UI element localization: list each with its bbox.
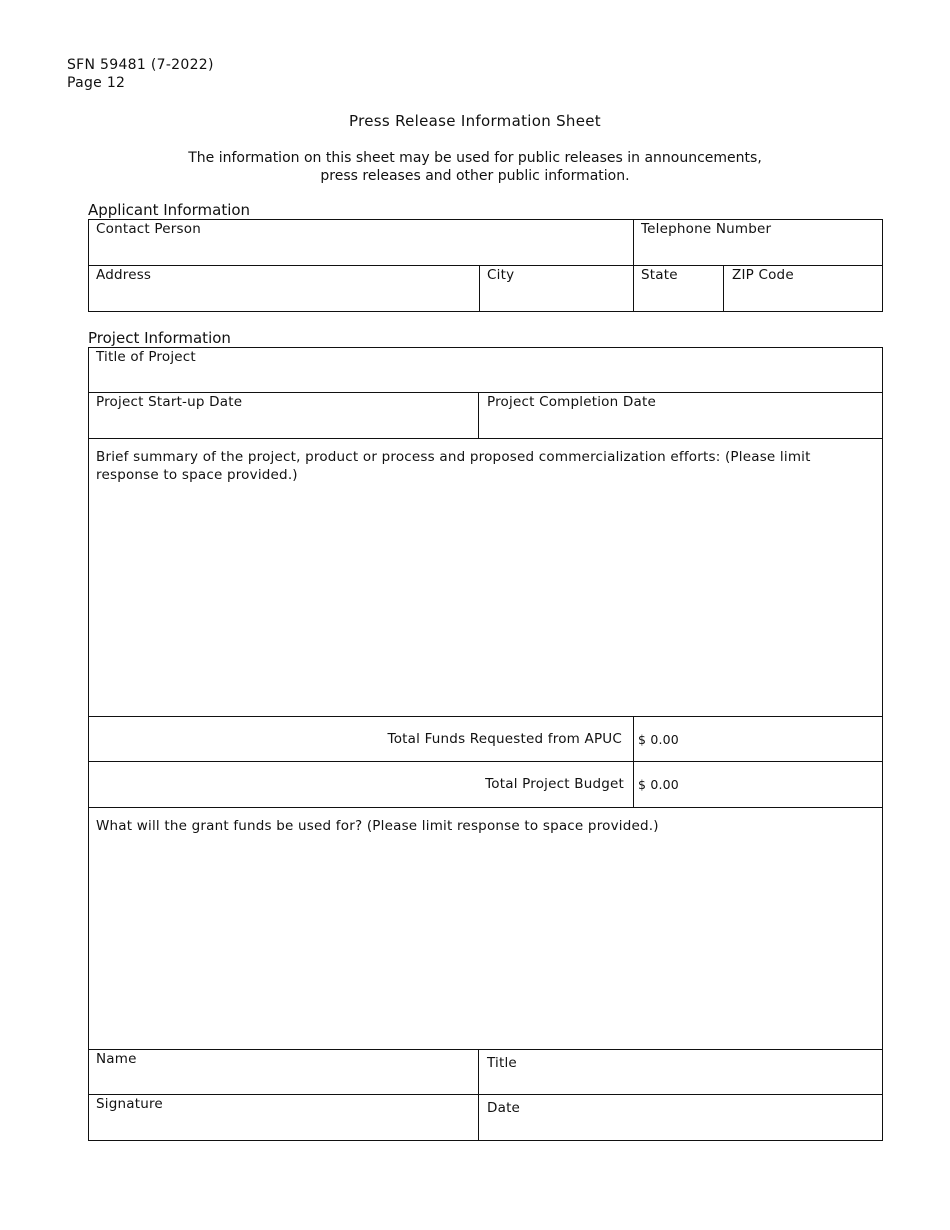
telephone-field[interactable] — [634, 220, 882, 265]
funds-requested-row — [89, 717, 633, 761]
name-field[interactable] — [89, 1050, 478, 1094]
form-number: SFN 59481 (7-2022) — [67, 57, 214, 73]
project-budget-row — [89, 762, 633, 807]
project-budget-value: $ 0.00 — [638, 777, 679, 792]
zip-code-label: ZIP Code — [732, 267, 794, 283]
funds-requested-value: $ 0.00 — [638, 732, 679, 747]
state-label: State — [641, 267, 678, 283]
funds-requested-input[interactable] — [634, 717, 882, 761]
completion-date-field[interactable] — [479, 393, 882, 438]
summary-prompt: Brief summary of the project, product or process and proposed commercialization efforts: (Please limit response to space provided.) — [96, 449, 811, 483]
city-label: City — [487, 267, 515, 283]
signature-label: Signature — [96, 1096, 163, 1112]
start-date-field[interactable] — [89, 393, 478, 438]
grant-use-field[interactable] — [89, 808, 882, 1049]
project-section-label: Project Information — [88, 329, 231, 347]
page-title: Press Release Information Sheet — [349, 112, 601, 130]
signature-field[interactable] — [89, 1095, 478, 1140]
summary-field[interactable] — [89, 439, 882, 716]
project-title-field[interactable] — [89, 348, 882, 392]
page-number: Page 12 — [67, 75, 126, 91]
date-field[interactable] — [479, 1095, 882, 1140]
contact-person-field[interactable] — [89, 220, 633, 265]
zip-code-field[interactable] — [724, 266, 882, 311]
address-label: Address — [96, 267, 152, 283]
state-field[interactable] — [634, 266, 723, 311]
title-label: Title — [487, 1055, 517, 1071]
project-title-label: Title of Project — [96, 349, 196, 365]
applicant-section-label: Applicant Information — [88, 201, 251, 219]
completion-date-label: Project Completion Date — [487, 394, 656, 410]
grant-use-prompt: What will the grant funds be used for? (Please limit response to space provided.) — [96, 818, 659, 834]
project-budget-label: Total Project Budget — [485, 776, 624, 792]
start-date-label: Project Start-up Date — [96, 394, 243, 410]
intro-line-1: The information on this sheet may be used for public releases in announcements, — [188, 150, 762, 166]
city-field[interactable] — [480, 266, 633, 311]
title-field[interactable] — [479, 1050, 882, 1094]
telephone-label: Telephone Number — [641, 221, 772, 237]
funds-requested-label: Total Funds Requested from APUC — [387, 731, 622, 747]
date-label: Date — [487, 1100, 521, 1116]
contact-person-label: Contact Person — [96, 221, 201, 237]
name-label: Name — [96, 1051, 137, 1067]
address-field[interactable] — [89, 266, 479, 311]
project-budget-input[interactable] — [634, 762, 882, 807]
intro-line-2: press releases and other public information. — [320, 168, 630, 184]
